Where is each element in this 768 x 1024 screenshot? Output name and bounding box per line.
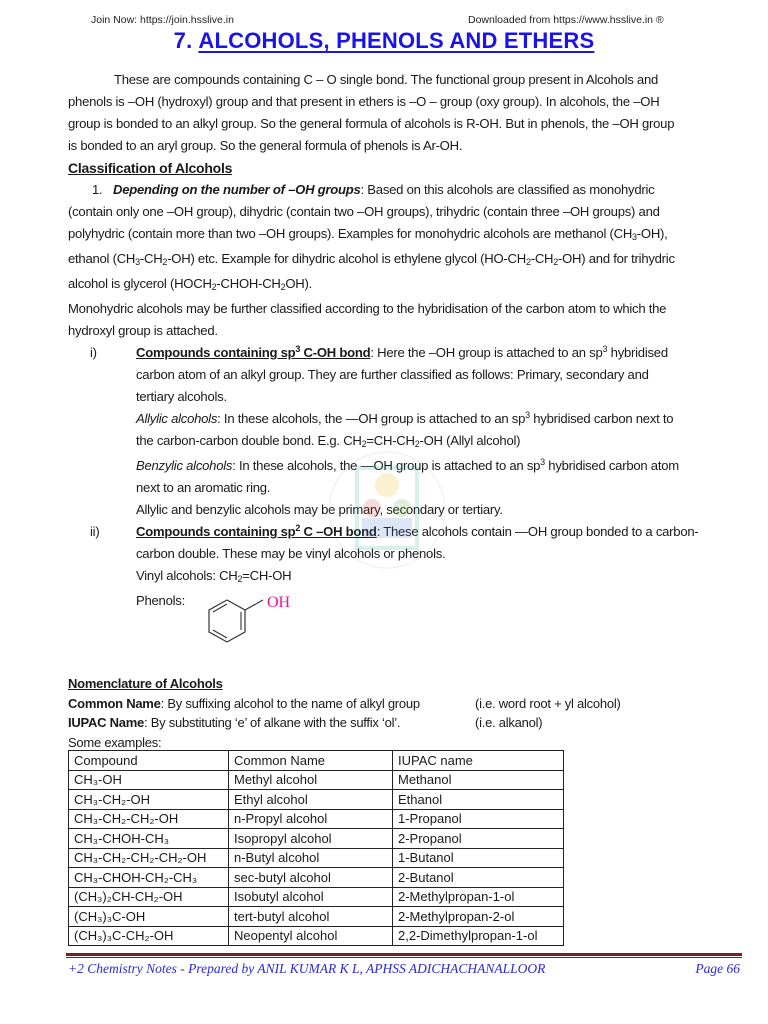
text-span: : Here the –OH group is attached to an sp (370, 345, 603, 360)
table-row (69, 926, 564, 946)
table-cell: (CH₃)₂CH-CH₂-OH (69, 887, 229, 907)
table-cell: Neopentyl alcohol (229, 926, 393, 946)
item1-text (68, 248, 748, 273)
table-row (69, 829, 564, 849)
item1-text: : Based on this alcohols are classified as monohydric (360, 182, 655, 197)
text-span: -OH), (636, 226, 668, 241)
table-cell: n-Propyl alcohol (229, 809, 393, 829)
table-cell: (CH₃)₃C-OH (69, 907, 229, 927)
page-footer (68, 961, 744, 977)
sp2-heading (136, 524, 377, 539)
monohydric-text: hydroxyl group is attached. (68, 323, 218, 338)
intro-line: These are compounds containing C – O single bond. The functional group present in Alcohols and (114, 72, 659, 87)
monohydric-text: Monohydric alcohols may be further classified according to the hybridisation of the carbon atom to which the (68, 301, 667, 316)
iupac-name-note: (i.e. alkanol) (475, 715, 543, 730)
roman-marker: ii) (90, 524, 100, 539)
subscript: 3 (135, 257, 140, 267)
roman-marker: i) (90, 345, 97, 360)
nomenclature-section (68, 674, 748, 752)
sp3-section-heading-line (68, 342, 748, 364)
superscript: 3 (525, 410, 530, 420)
benzene-ring-icon (205, 594, 275, 656)
table-cell: n-Butyl alcohol (229, 848, 393, 868)
table-cell: 2-Methylpropan-2-ol (393, 907, 564, 927)
table-row (69, 790, 564, 810)
iupac-name-row (68, 713, 748, 733)
table-row (69, 770, 564, 790)
benzylic-line (68, 455, 748, 477)
iupac-name-label: IUPAC Name (68, 715, 145, 730)
item1-text (68, 273, 748, 298)
table-row (69, 907, 564, 927)
table-cell: Isobutyl alcohol (229, 887, 393, 907)
text-span: =CH-CH (366, 433, 415, 448)
table-header-row (69, 751, 564, 771)
table-cell: CH₃-CH₂-CH₂-OH (69, 809, 229, 829)
intro-paragraph (68, 69, 748, 612)
allylic-label: Allylic alcohols (136, 411, 218, 426)
common-name-row (68, 694, 748, 714)
text-span: hybridised (607, 345, 668, 360)
phenols-label: Phenols: (136, 593, 185, 608)
intro-line: phenols is –OH (hydroxyl) group and that present in ethers is –O – group (oxy group). In alcohols, the –OH (68, 94, 660, 109)
subscript: 2 (237, 574, 243, 584)
text-span: polyhydric (contain more than two –OH groups). Examples for monohydric alcohols are methanol (CH (68, 226, 633, 241)
text-span: : In these alcohols, the —OH group is attached to an sp (217, 411, 526, 426)
chapter-number: 7. (173, 28, 193, 53)
sp2-text: carbon double. These may be vinyl alcohols or phenols. (136, 546, 446, 561)
join-link[interactable]: Join Now: https://join.hsslive.in (91, 14, 234, 26)
table-header: Compound (69, 751, 229, 771)
superscript: 3 (602, 344, 608, 354)
superscript: 3 (295, 344, 301, 354)
table-cell: tert-butyl alcohol (229, 907, 393, 927)
allylic-line (68, 408, 748, 430)
text-span: -OH) etc. Example for dihydric alcohol is ethylene glycol (HO-CH (167, 251, 526, 266)
page-header-bar (0, 14, 768, 28)
sp3-text: tertiary alcohols. (136, 389, 227, 404)
sp3-note: Allylic and benzylic alcohols may be primary, secondary or tertiary. (136, 502, 503, 517)
table-cell: CH₃-CHOH-CH₃ (69, 829, 229, 849)
allylic-line (68, 430, 748, 455)
text-span: : By suffixing alcohol to the name of alkyl group (160, 695, 420, 711)
table-cell: Methanol (393, 770, 564, 790)
table-cell: (CH₃)₃C-CH₂-OH (69, 926, 229, 946)
examples-table (68, 750, 564, 946)
item1-label: Depending on the number of –OH groups (113, 182, 361, 197)
table-row (69, 809, 564, 829)
table-cell: 2-Butanol (393, 868, 564, 888)
table-cell: 1-Butanol (393, 848, 564, 868)
text-span: -OH (Allyl alcohol) (419, 433, 521, 448)
text-span: hybridised carbon next to (529, 411, 674, 426)
table-cell: Ethyl alcohol (229, 790, 393, 810)
hydroxyl-label: OH (267, 594, 291, 611)
text-span: OH). (285, 276, 313, 291)
table-cell: Methyl alcohol (229, 770, 393, 790)
text-span: the carbon-carbon double bond. E.g. CH (136, 433, 362, 448)
text-span: -CH (139, 251, 163, 266)
item1-text (68, 223, 748, 248)
subscript: 2 (162, 257, 168, 267)
benzylic-label: Benzylic alcohols (136, 458, 233, 473)
sp3-heading (136, 345, 370, 360)
text-span: : In these alcohols, the —OH group is attached to an sp (232, 458, 541, 473)
text-span: Vinyl alcohols: CH (136, 568, 238, 583)
page-number: Page 66 (695, 961, 740, 976)
examples-label: Some examples: (68, 734, 162, 750)
text-span: -OH) and for trihydric (558, 251, 675, 266)
vinyl-line (68, 565, 748, 590)
chapter-title-text: ALCOHOLS, PHENOLS AND ETHERS (198, 28, 595, 53)
common-name-note: (i.e. word root + yl alcohol) (475, 695, 621, 711)
text-span: alcohol is glycerol (HOCH (68, 276, 212, 291)
text-span: C-OH bond (300, 345, 371, 360)
table-cell: 2,2-Dimethylpropan-1-ol (393, 926, 564, 946)
table-header: Common Name (229, 751, 393, 771)
table-row (69, 887, 564, 907)
table-row (69, 848, 564, 868)
table-cell: Isopropyl alcohol (229, 829, 393, 849)
nomenclature-heading: Nomenclature of Alcohols (68, 676, 223, 691)
superscript: 3 (540, 457, 545, 467)
footer-rule-thin (66, 957, 742, 958)
subscript: 2 (280, 282, 286, 292)
text-span: Compounds containing sp (136, 524, 296, 539)
table-cell: Ethanol (393, 790, 564, 810)
benzylic-line: next to an aromatic ring. (136, 480, 271, 495)
table-cell: 2-Propanol (393, 829, 564, 849)
table-cell: CH₃-CHOH-CH₂-CH₃ (69, 868, 229, 888)
subscript: 2 (414, 439, 420, 449)
table-cell: 2-Methylpropan-1-ol (393, 887, 564, 907)
classification-heading: Classification of Alcohols (68, 160, 233, 176)
subscript: 3 (632, 232, 637, 242)
text-span: ethanol (CH (68, 251, 136, 266)
table-header: IUPAC name (393, 751, 564, 771)
phenol-structure (205, 594, 305, 654)
chapter-title (0, 28, 768, 54)
text-span: C –OH bond (300, 524, 377, 539)
download-link[interactable]: Downloaded from https://www.hsslive.in ® (468, 14, 664, 26)
text-span: -CH (530, 251, 554, 266)
subscript: 2 (553, 257, 559, 267)
text-span: : By substituting ‘e’ of alkane with the suffix ‘ol’. (144, 715, 401, 730)
footer-rule (66, 953, 742, 956)
table-cell: CH₃-CH₂-CH₂-CH₂-OH (69, 848, 229, 868)
subscript: 2 (525, 257, 531, 267)
common-name-label: Common Name (68, 695, 161, 711)
classification-item-1 (68, 179, 748, 201)
text-span: =CH-OH (242, 568, 292, 583)
item1-text: (contain only one –OH group), dihydric (contain two –OH groups), trihydric (contain three –OH groups) and (68, 204, 660, 219)
intro-line: group is bonded to an alkyl group. So the general formula of alcohols is R-OH. But in phenols, the –OH group (68, 116, 675, 131)
table-cell: CH₃-OH (69, 770, 229, 790)
table-cell: sec-butyl alcohol (229, 868, 393, 888)
footer-credit: +2 Chemistry Notes - Prepared by ANIL KUMAR K L, APHSS ADICHACHANALLOOR (68, 961, 546, 976)
text-span: -CHOH-CH (216, 276, 281, 291)
sp3-text: carbon atom of an alkyl group. They are further classified as follows: Primary, secondary and (136, 367, 649, 382)
sp2-section-heading-line (68, 521, 748, 543)
table-cell: CH₃-CH₂-OH (69, 790, 229, 810)
list-number: 1. (92, 182, 103, 197)
subscript: 2 (361, 439, 367, 449)
text-span: : These alcohols contain —OH group bonded to a carbon- (376, 524, 699, 539)
text-span: hybridised carbon atom (544, 458, 679, 473)
subscript: 2 (211, 282, 217, 292)
table-cell: 1-Propanol (393, 809, 564, 829)
table-row (69, 868, 564, 888)
superscript: 2 (295, 523, 301, 533)
text-span: Compounds containing sp (136, 345, 296, 360)
intro-line: is bonded to an aryl group. So the general formula of phenols is Ar-OH. (68, 138, 463, 153)
